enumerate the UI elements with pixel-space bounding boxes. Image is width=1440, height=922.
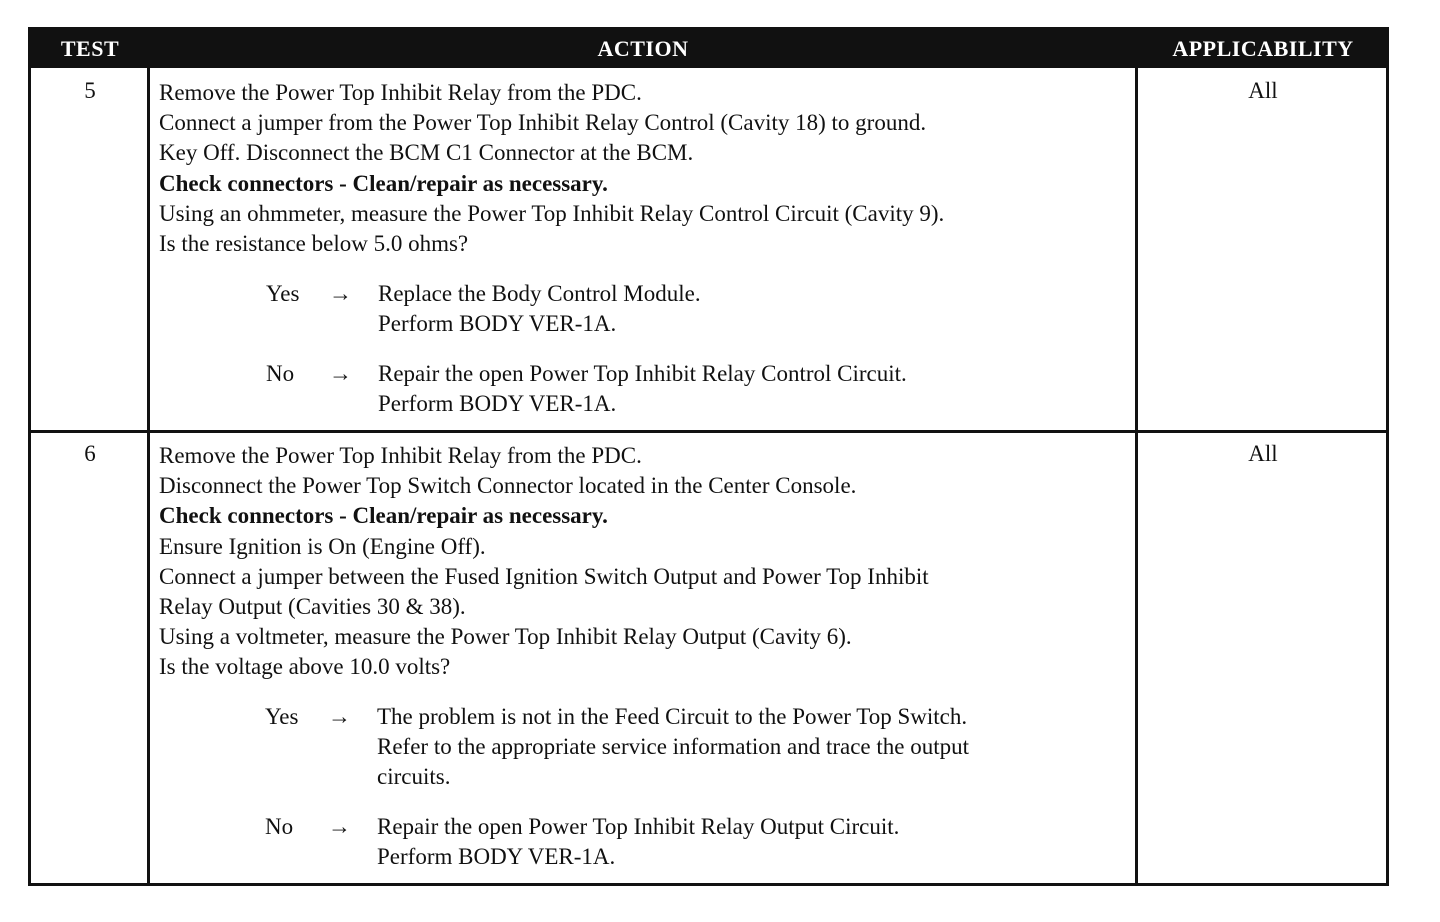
answer-line: Repair the open Power Top Inhibit Relay Control Circuit.	[378, 361, 907, 386]
answer-yes	[265, 702, 1145, 794]
action-line: Using an ohmmeter, measure the Power Top Inhibit Relay Control Circuit (Cavity 9).	[159, 200, 945, 226]
action-line: Remove the Power Top Inhibit Relay from the PDC.	[159, 443, 642, 468]
action-steps	[159, 78, 1134, 259]
action-line: Ensure Ignition is On (Engine Off).	[159, 533, 486, 559]
action-line-emphasis: Check connectors - Clean/repair as necessary.	[159, 170, 608, 196]
answer-text	[378, 359, 1138, 419]
right-arrow-icon: →	[328, 704, 351, 729]
answer-line: circuits.	[377, 764, 451, 790]
diagnostic-table	[28, 27, 1389, 886]
applicability-value: All	[1248, 441, 1278, 466]
answer-line: The problem is not in the Feed Circuit to the Power Top Switch.	[377, 704, 968, 729]
table-header	[31, 30, 1386, 68]
right-arrow-icon: →	[328, 814, 351, 839]
action-line: Relay Output (Cavities 30 & 38).	[159, 594, 466, 620]
answer-line: Perform BODY VER-1A.	[378, 311, 617, 337]
header-test: TEST	[60, 36, 120, 61]
column-divider	[147, 68, 150, 883]
action-steps	[159, 441, 1134, 683]
answer-label: Yes	[266, 281, 300, 306]
answer-line: Refer to the appropriate service information and trace the output	[377, 734, 970, 760]
answer-yes	[266, 279, 1146, 341]
header-action: ACTION	[597, 36, 689, 61]
answer-line: Repair the open Power Top Inhibit Relay Output Circuit.	[377, 814, 900, 839]
answer-line: Perform BODY VER-1A.	[377, 844, 616, 870]
answer-text	[377, 702, 1137, 793]
answer-text	[377, 812, 1137, 872]
action-line-emphasis: Check connectors - Clean/repair as necessary.	[159, 503, 608, 529]
row-divider	[31, 430, 1386, 433]
applicability-value: All	[1248, 78, 1278, 103]
answer-no	[266, 359, 1146, 421]
header-applicability: APPLICABILITY	[1172, 36, 1354, 61]
action-line: Connect a jumper between the Fused Ignition Switch Output and Power Top Inhibit	[159, 563, 929, 589]
answer-line: Perform BODY VER-1A.	[378, 391, 617, 417]
action-question: Is the voltage above 10.0 volts?	[159, 654, 451, 680]
answer-line: Replace the Body Control Module.	[378, 281, 701, 306]
action-line: Key Off. Disconnect the BCM C1 Connector at the BCM.	[159, 140, 694, 166]
right-arrow-icon: →	[329, 361, 352, 386]
test-number: 6	[84, 441, 96, 466]
answer-label: No	[266, 361, 295, 386]
action-line: Using a voltmeter, measure the Power Top Inhibit Relay Output (Cavity 6).	[159, 624, 852, 650]
test-number: 5	[84, 78, 96, 103]
answer-label: No	[265, 814, 294, 839]
answer-text	[378, 279, 1138, 339]
answer-no	[265, 812, 1145, 874]
action-line: Connect a jumper from the Power Top Inhibit Relay Control (Cavity 18) to ground.	[159, 110, 927, 136]
action-line: Disconnect the Power Top Switch Connector located in the Center Console.	[159, 473, 857, 499]
action-line: Remove the Power Top Inhibit Relay from the PDC.	[159, 80, 642, 105]
right-arrow-icon: →	[329, 281, 352, 306]
answer-label: Yes	[265, 704, 299, 729]
action-question: Is the resistance below 5.0 ohms?	[159, 231, 469, 257]
